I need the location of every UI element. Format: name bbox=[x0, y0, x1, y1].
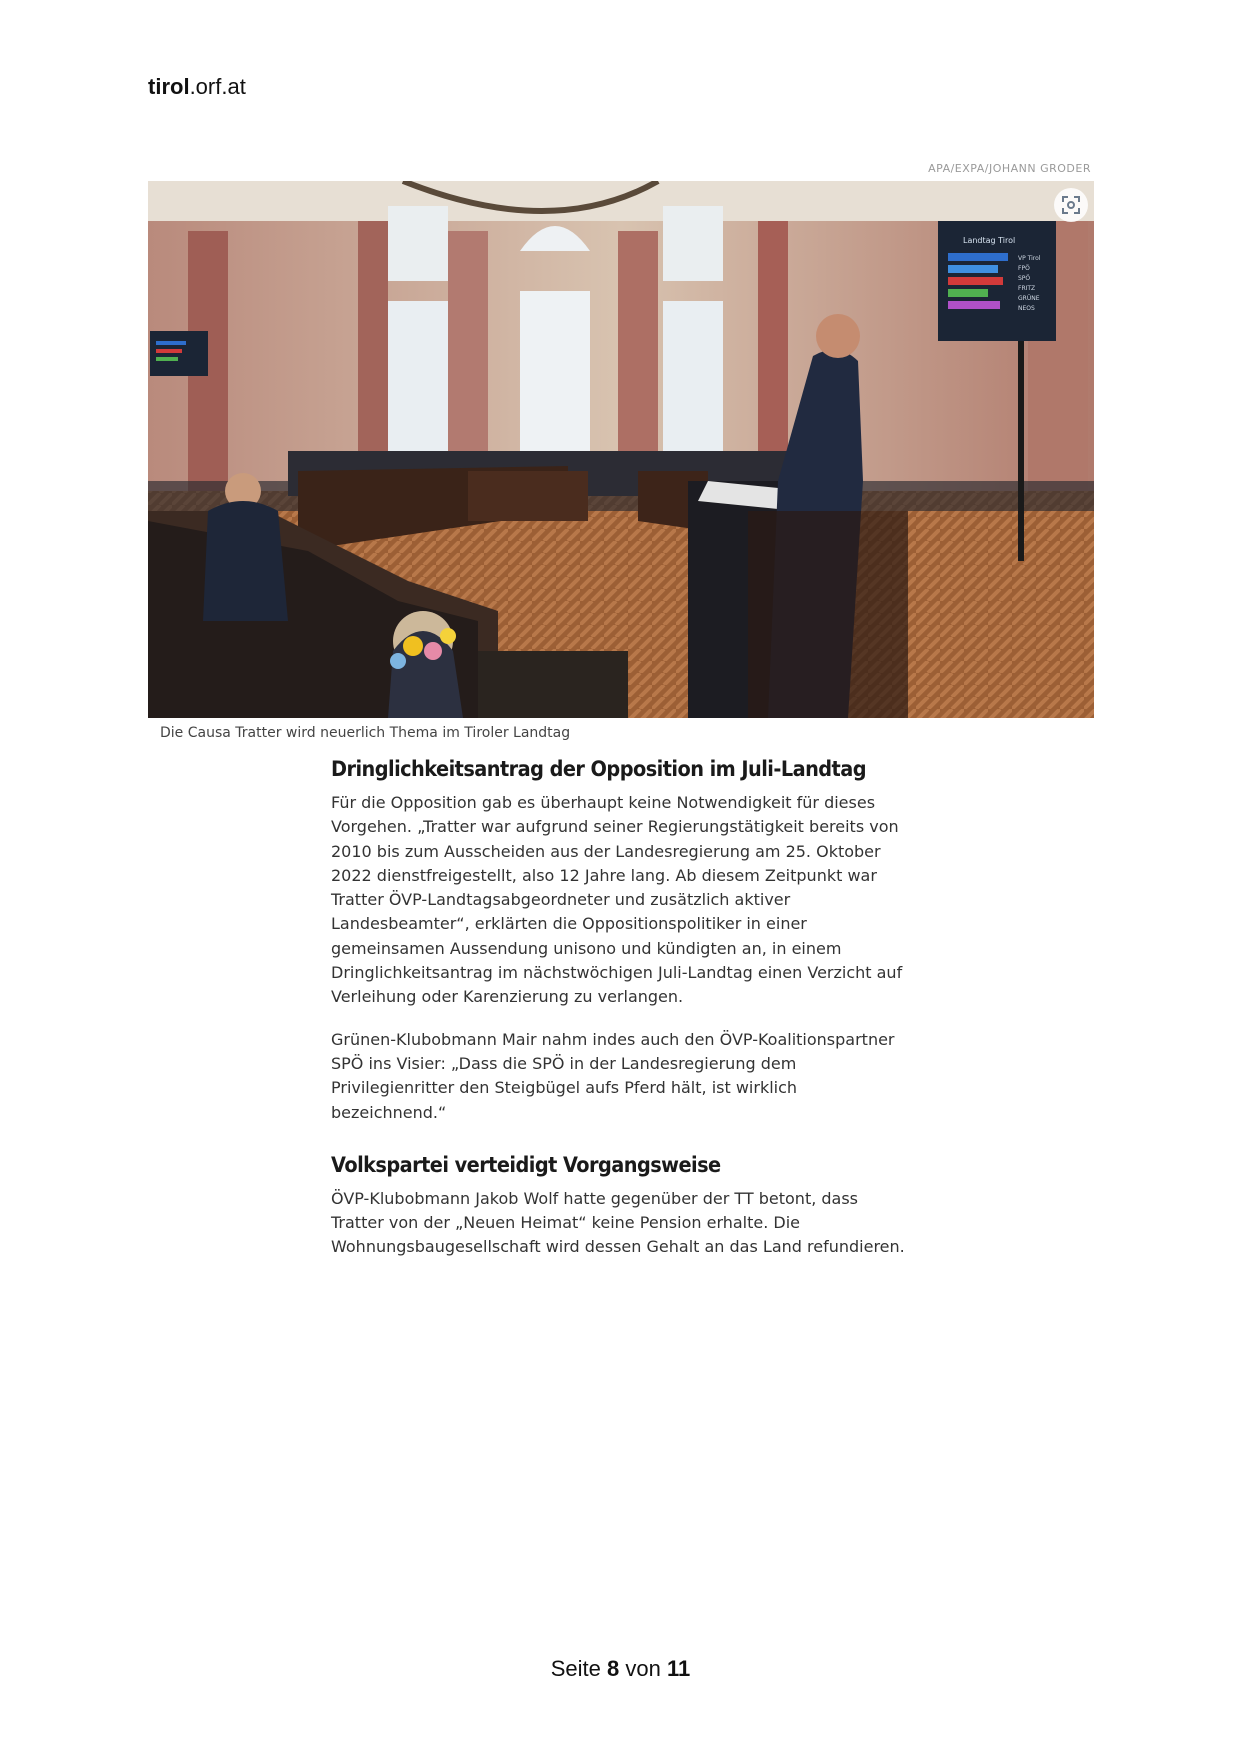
screen-party: FPÖ bbox=[1018, 265, 1030, 272]
zoom-expand-icon bbox=[1061, 195, 1081, 215]
screen-party: GRÜNE bbox=[1018, 295, 1040, 302]
page-number-prefix: Seite bbox=[550, 1656, 601, 1681]
article-paragraph: Für die Opposition gab es überhaupt keine Notwendigkeit für dieses Vorgehen. „Tratter war aufgrund seiner Regierungstätigkeit bereits von 2010 bis zum Ausscheiden aus der Landesregierung am 25. Oktober 2022 dienstfreigestellt, also 12 Jahre lang. Ab diesem Zeitpunkt war Tratter ÖVP-Landtagsabgeordneter und zusätzlich aktiver Landesbeamter“, erklärten die Oppositionspolitiker in einer gemeinsamen Aussendung unisono und kündigten an, in einem Dringlichkeitsantrag im nächstwöchigen Juli-Landtag einen Verzicht auf Verleihung oder Karenzierung zu verlangen. bbox=[331, 793, 903, 1007]
photo-caption: Die Causa Tratter wird neuerlich Thema im Tiroler Landtag bbox=[160, 725, 571, 741]
screen-party: VP Tirol bbox=[1018, 255, 1041, 262]
article-paragraph: Grünen-Klubobmann Mair nahm indes auch den ÖVP-Koalitionspartner SPÖ ins Visier: „Dass die SPÖ in der Landesregierung dem Privilegienritter den Steigbügel aufs Pferd hält, ist wirklich bezeichnend.“ bbox=[331, 1029, 895, 1122]
article-paragraph: ÖVP-Klubobmann Jakob Wolf hatte gegenüber der TT betont, dass Tratter von der „Neuen Heimat“ keine Pension erhalte. Die Wohnungsbaugesellschaft wird dessen Gehalt an das Land refundieren. bbox=[331, 1188, 905, 1257]
article-photo bbox=[148, 181, 1094, 718]
landtag-chamber-photo bbox=[148, 181, 1094, 718]
site-brand[interactable] bbox=[148, 74, 246, 100]
site-brand-bold: tirol bbox=[148, 74, 190, 99]
screen-title: Landtag Tirol bbox=[963, 236, 1016, 245]
page-number-total: 11 bbox=[667, 1656, 691, 1681]
screen-party: SPÖ bbox=[1018, 275, 1031, 282]
site-brand-rest: .orf.at bbox=[189, 74, 246, 99]
page-number-middle: von bbox=[625, 1656, 661, 1681]
page-number bbox=[0, 1656, 1241, 1682]
screen-party: FRITZ bbox=[1018, 285, 1036, 292]
article-body bbox=[331, 757, 911, 1278]
zoom-expand-button[interactable] bbox=[1054, 188, 1088, 222]
section-heading: Dringlichkeitsantrag der Opposition im Juli-Landtag bbox=[331, 757, 867, 781]
photo-credit: APA/EXPA/JOHANN GRODER bbox=[928, 162, 1091, 175]
section-heading: Volkspartei verteidigt Vorgangsweise bbox=[331, 1152, 721, 1177]
page-number-current: 8 bbox=[607, 1656, 620, 1681]
screen-party: NEOS bbox=[1018, 305, 1035, 312]
